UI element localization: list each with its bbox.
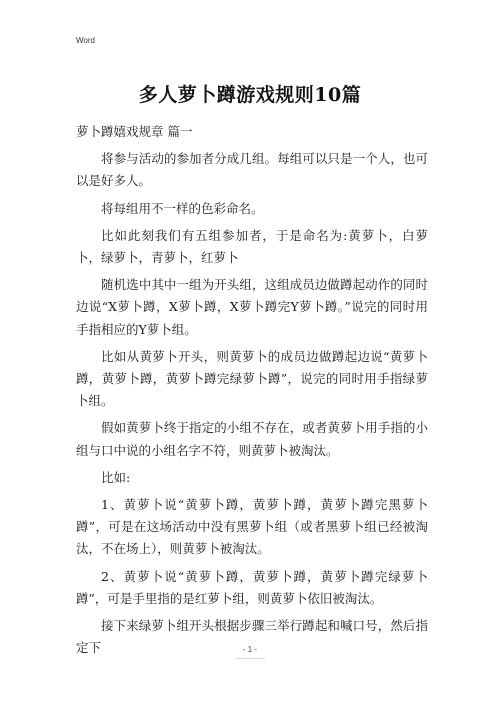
footer-divider	[235, 658, 265, 659]
section-heading: 萝卜蹲嬉戏规章 篇一	[76, 124, 193, 139]
paragraph-3: 比如此刻我们有五组参加者，于是命名为:黄萝卜，白萝卜，绿萝卜，青萝卜，红萝卜	[76, 227, 428, 266]
paragraph-7: 比如:	[101, 469, 131, 485]
paragraph-10: 接下来绿萝卜组开头根据步骤三举行蹲起和喊口号，然后指定下	[76, 618, 428, 656]
document-body	[76, 121, 428, 664]
paragraph-2: 将每组用不一样的色彩命名。	[101, 200, 264, 216]
page-number: - 1 -	[242, 645, 258, 654]
paragraph-6: 假如黄萝卜终于指定的小组不存在，或者黄萝卜用手指的小组与口中说的小组名字不符，则黄萝卜被淘汰。	[76, 420, 428, 458]
header-app-label: Word	[76, 36, 95, 45]
paragraph-9: 2、黄萝卜说“黄萝卜蹲，黄萝卜蹲，黄萝卜蹲完绿萝卜蹲”，可是手里指的是红萝卜组，则黄萝卜依旧被淘汰。	[76, 568, 428, 606]
document-title: 多人萝卜蹲游戏规则10篇	[138, 84, 362, 106]
paragraph-8: 1、黄萝卜说“黄萝卜蹲，黄萝卜蹲，黄萝卜蹲完黑萝卜蹲”，可是在这场活动中没有黑萝卜组（或者黑萝卜组已经被淘汰，不在场上），则黄萝卜被淘汰。	[76, 497, 428, 557]
paragraph-1: 将参与活动的参加者分成几组。每组可以只是一个人，也可以是好多人。	[76, 151, 428, 189]
paragraph-4: 随机选中其中一组为开头组，这组成员边做蹲起动作的同时边说“X萝卜蹲，X萝卜蹲，X萝卜蹲完Y萝卜蹲。”说完的同时用手指相应的Y萝卜组。	[76, 277, 428, 337]
paragraph-5: 比如从黄萝卜开头，则黄萝卜的成员边做蹲起边说“黄萝卜蹲，黄萝卜蹲，黄萝卜蹲完绿萝卜蹲”，说完的同时用手指绿萝卜组。	[76, 348, 428, 409]
